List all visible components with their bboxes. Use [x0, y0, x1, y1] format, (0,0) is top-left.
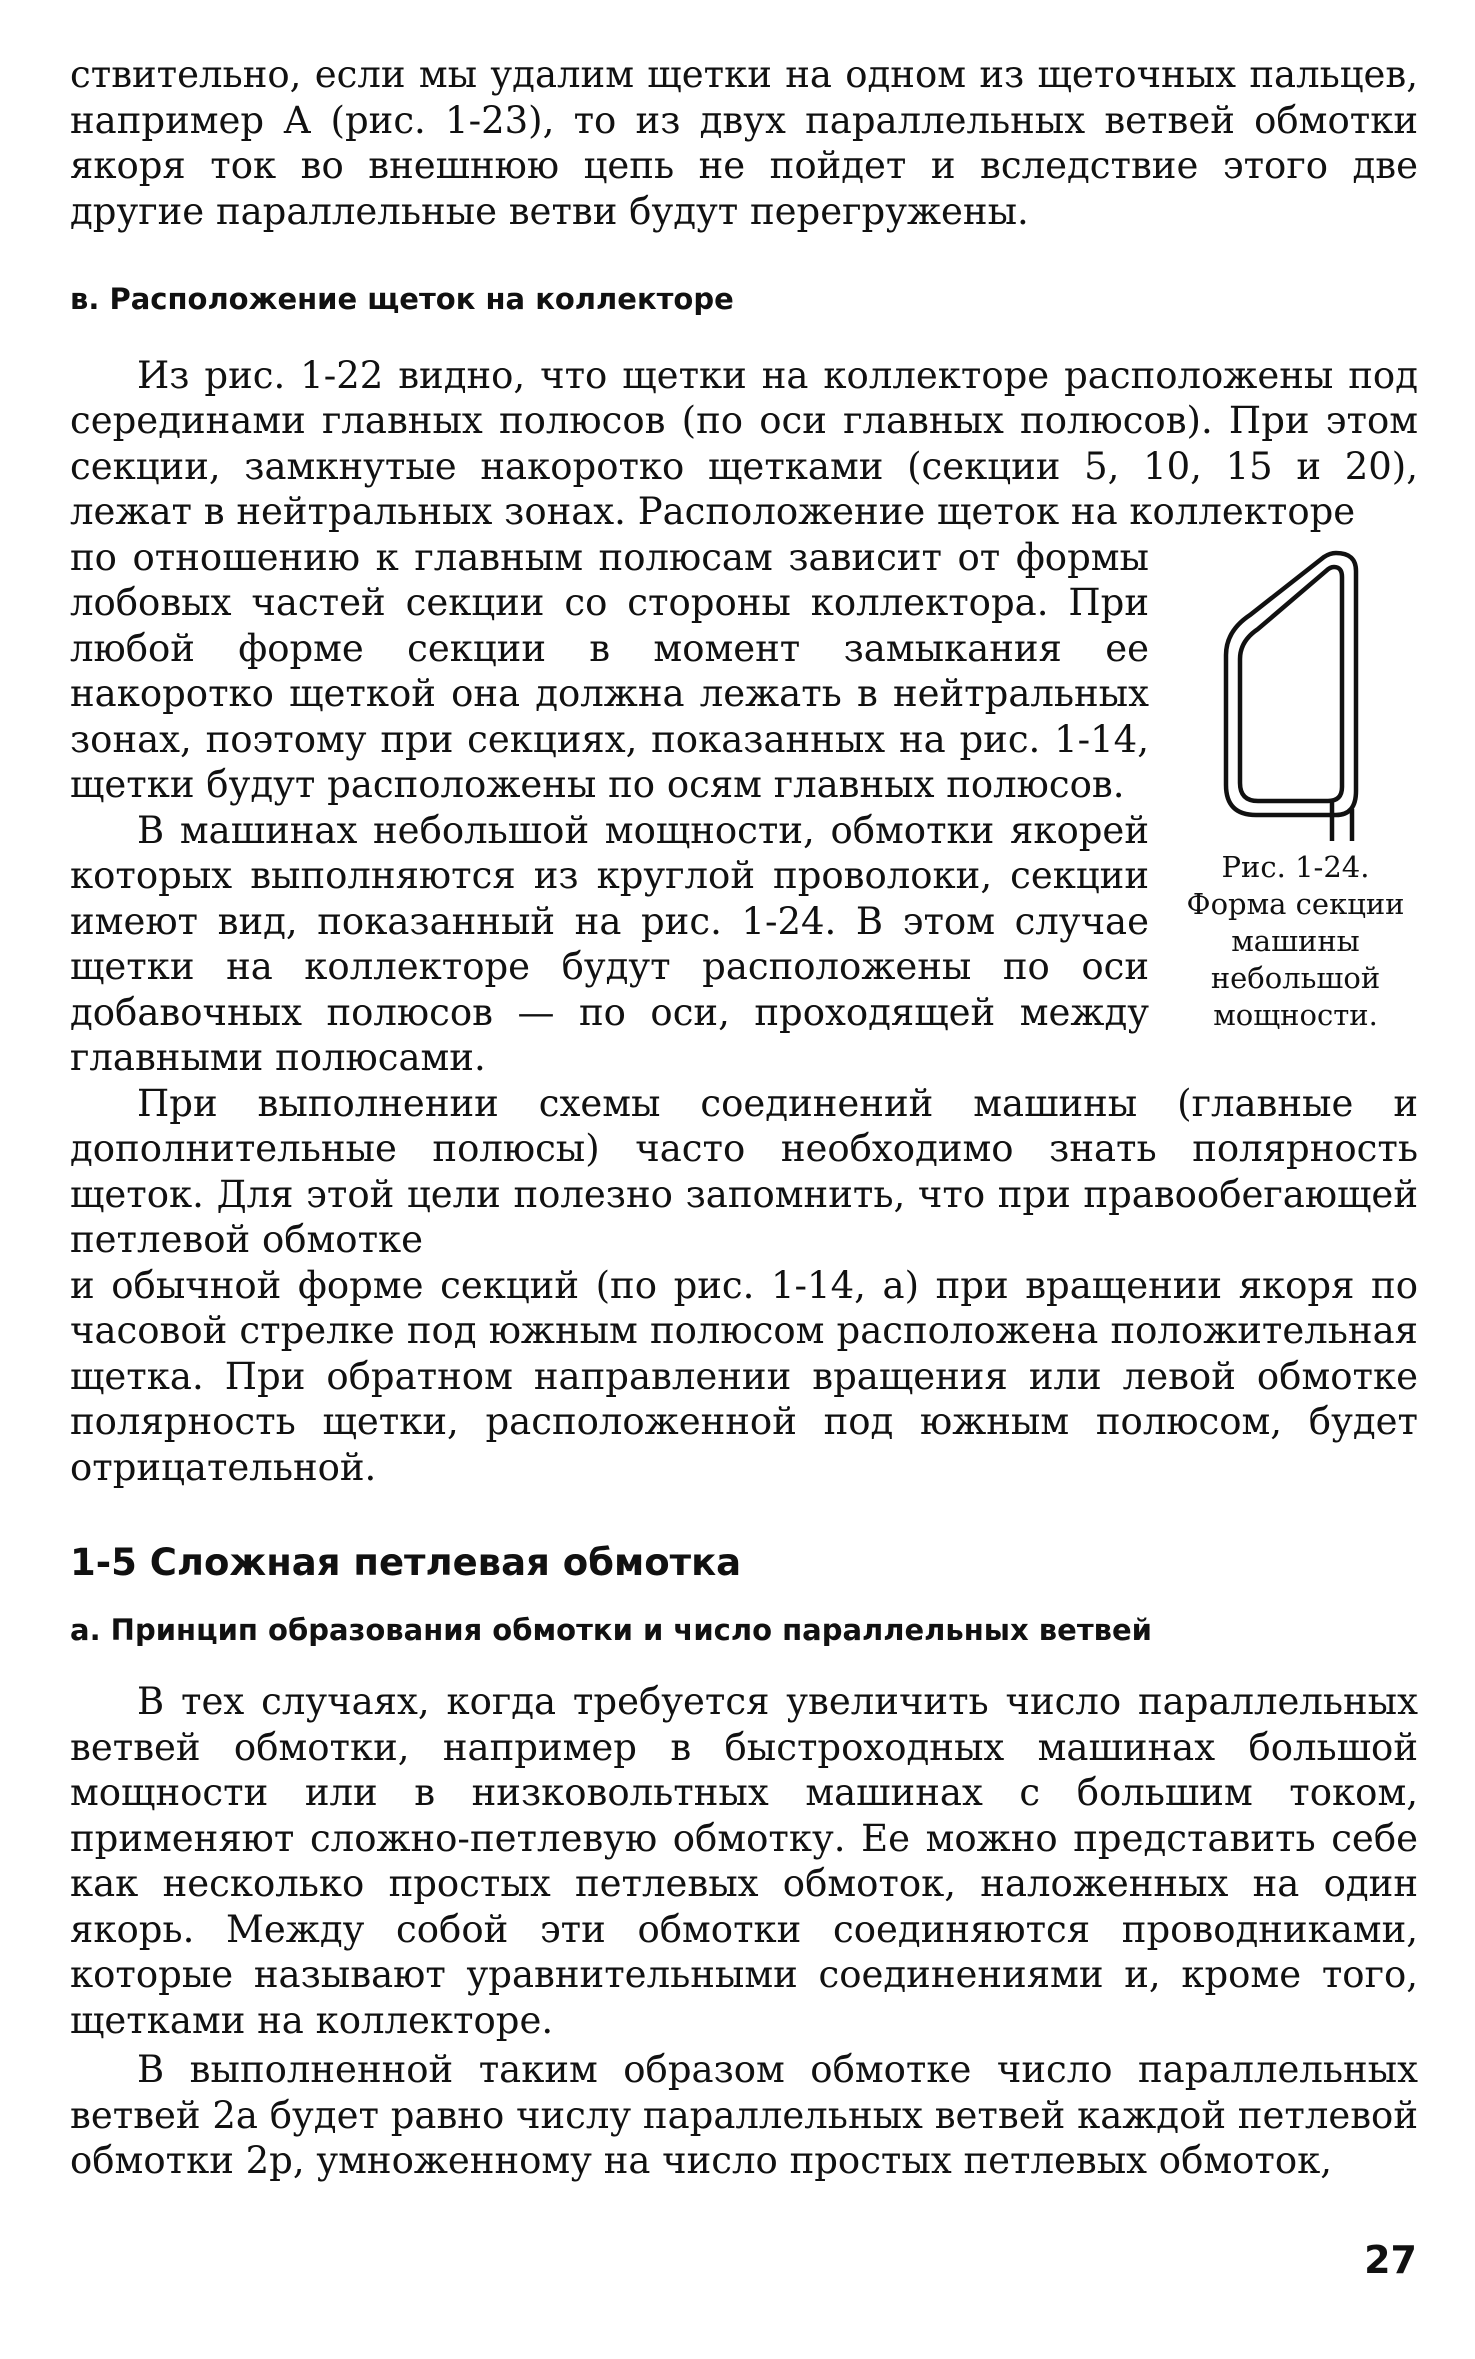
paragraph-brushes-3-top: При выполнении схемы соединений машины (главные и дополнительные полюсы) часто необходимо знать полярность щеток. Для этой цели полезно запомнить, что при правообегающей петлевой обмотке — [70, 1081, 1418, 1261]
paragraph-intro: ствительно, если мы удалим щетки на одном из щеточных пальцев, например А (рис. 1-23), то из двух параллельных ветвей обмотки якоря ток во внешнюю цепь не пойдет и вследствие этого две другие параллельные ветви будут перегружены. — [70, 53, 1418, 233]
paragraph-brushes-3-rest: и обычной форме секций (по рис. 1-14, а) при вращении якоря по часовой стрелке под южным полюсом расположена положительная щетка. При обратном направлении вращения или левой обмотке полярность щетки, расположенной под южным полюсом, будет отрицательной. — [70, 1263, 1418, 1489]
paragraph-brushes-1-top: Из рис. 1-22 видно, что щетки на коллекторе расположены под серединами главных полюсов (по оси главных полюсов). При этом секции, замкнутые накоротко щетками (секции 5, 10, 15 и 20), лежат в нейтральных зонах. Расположение щеток на коллекторе — [70, 353, 1418, 533]
figure-caption: Рис. 1-24. Форма секции машины небольшой мощности. — [1186, 849, 1405, 1032]
paragraph-complex-loop-1: В тех случаях, когда требуется увеличить число параллельных ветвей обмотки, например в быстроходных машинах большой мощности или в низковольтных машинах с большим током, применяют сложно-петлевую обмотку. Ее можно представить себе как несколько простых петлевых обмоток, наложенных на один якорь. Между собой эти обмотки соединяются проводниками, которые называют уравнительными соединениями и, кроме того, щетками на коллекторе. — [70, 1680, 1418, 2042]
subheading-brush-placement: в. Расположение щеток на коллекторе — [70, 282, 734, 316]
paragraph-complex-loop-2: В выполненной таким образом обмотке число параллельных ветвей 2а будет равно числу параллельных ветвей каждой петлевой обмотки 2р, умноженному на число простых петлевых обмоток, — [70, 2048, 1418, 2182]
paragraph-brushes-2: В машинах небольшой мощности, обмотки якорей которых выполняются из круглой проволоки, секции имеют вид, показанный на рис. 1-24. В этом случае щетки на коллекторе будут расположены по оси добавочных полюсов — по оси, проходящей между главными полюсами. — [70, 808, 1149, 1079]
page-number: 27 — [1364, 2238, 1417, 2282]
section-title: 1-5 Сложная петлевая обмотка — [70, 1541, 742, 1584]
coil-section-icon — [1216, 543, 1376, 843]
paragraph-brushes-1-rest: по отношению к главным полюсам зависит от формы лобовых частей секции со стороны коллектора. При любой форме секции в момент замыкания ее накоротко щеткой она должна лежать в нейтральных зонах, поэтому при секциях, показанных на рис. 1-14, щетки будут расположены по осям главных полюсов. — [70, 535, 1149, 806]
subheading-principle: а. Принцип образования обмотки и число параллельных ветвей — [70, 1612, 1152, 1647]
figure-1-24 — [1173, 543, 1418, 1034]
page-body — [70, 52, 1418, 2184]
figure-wrap-block — [70, 535, 1418, 1263]
